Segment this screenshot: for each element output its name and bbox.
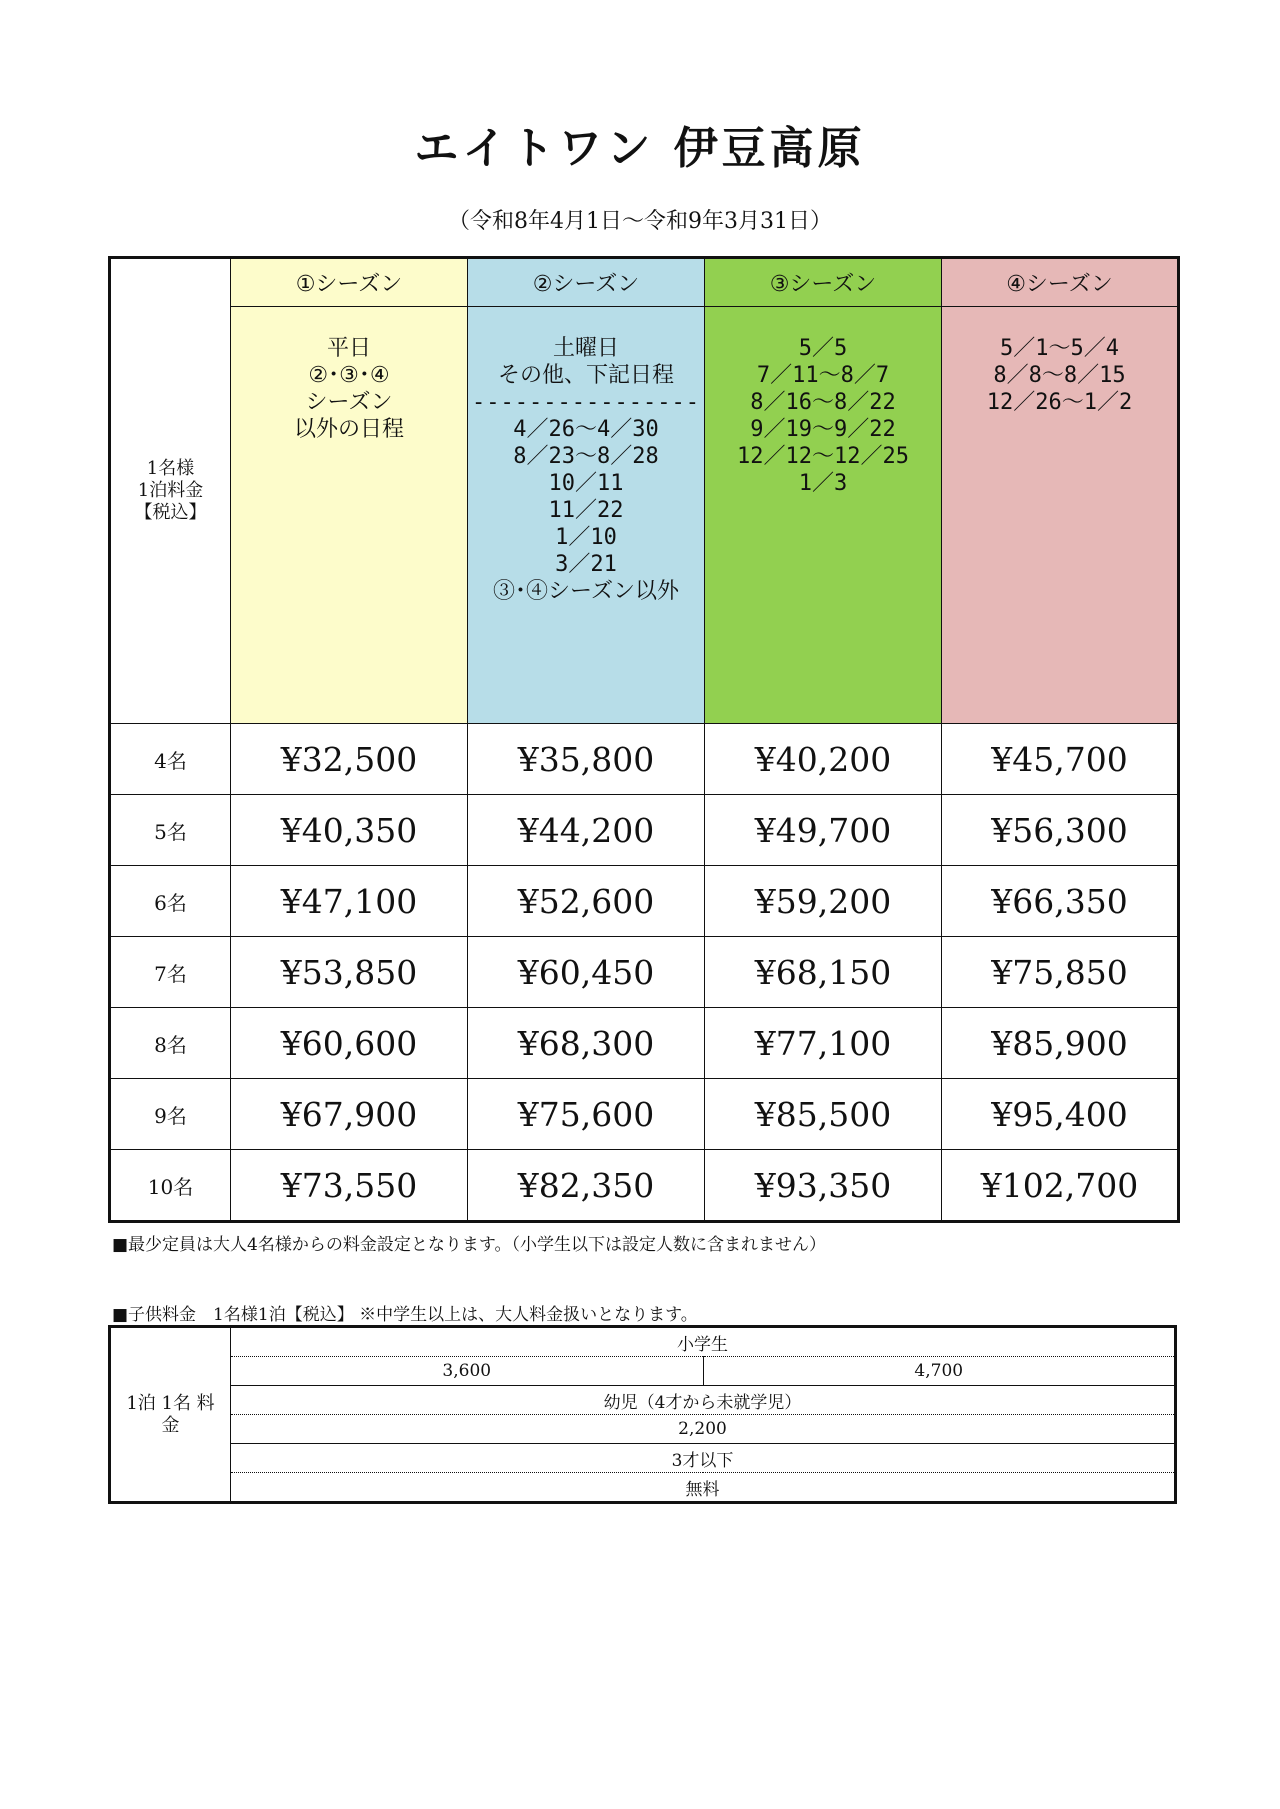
date-line: 5／1～5／4 [1000,336,1119,361]
date-separator: ---------------- [472,390,700,415]
people-count: 7名 [110,937,231,1008]
child-row [110,1327,1176,1357]
price-cell: ¥35,800 [468,724,705,795]
price-cell: ¥32,500 [231,724,468,795]
people-count: 8名 [110,1008,231,1079]
price-row [110,1079,1179,1150]
price-cell: ¥60,600 [231,1008,468,1079]
elementary-label: 小学生 [231,1327,1176,1357]
date-line: 土曜日 [552,336,619,361]
price-cell: ¥59,200 [705,866,942,937]
season-header-row [110,258,1179,307]
price-cell: ¥60,450 [468,937,705,1008]
date-line: 7／11～8／7 [756,363,890,388]
price-cell: ¥49,700 [705,795,942,866]
price-row [110,1008,1179,1079]
child-row [110,1473,1176,1503]
date-line: 4／26～4／30 [513,417,659,442]
price-cell: ¥45,700 [942,724,1179,795]
price-cell: ¥56,300 [942,795,1179,866]
child-row [110,1357,1176,1386]
price-row [110,937,1179,1008]
toddler-price: 無料 [685,1479,720,1500]
date-line: 9／19～9／22 [750,417,896,442]
child-row-label [110,1327,231,1503]
child-row [110,1444,1176,1473]
price-cell: ¥75,850 [942,937,1179,1008]
price-cell: ¥75,600 [468,1079,705,1150]
price-cell: ¥82,350 [468,1150,705,1222]
price-cell: ¥66,350 [942,866,1179,937]
date-line: 12／26～1／2 [986,390,1133,415]
price-table [108,256,1180,1223]
people-count: 5名 [110,795,231,866]
date-line: ③･④シーズン以外 [493,579,679,604]
date-line: シーズン [305,390,393,415]
row-label-line: 【税込】 [134,502,207,523]
price-cell: ¥95,400 [942,1079,1179,1150]
date-line: 1／10 [555,525,617,550]
season-dates-row [110,307,1179,724]
people-count: 9名 [110,1079,231,1150]
child-row [110,1415,1176,1444]
price-cell: ¥47,100 [231,866,468,937]
validity-period: （令和8年4月1日～令和9年3月31日） [448,209,832,234]
row-label-cell [110,258,231,724]
row-label-line: 1泊料金 [137,480,204,501]
season-3-dates [705,307,942,724]
price-cell: ¥53,850 [231,937,468,1008]
season-2-dates [468,307,705,724]
season-2-header: ②シーズン [468,258,705,307]
price-cell: ¥93,350 [705,1150,942,1222]
row-label-line: 1名様 [146,458,195,479]
date-line: その他、下記日程 [497,363,674,388]
child-price-table [108,1325,1177,1504]
season-4-header: ④シーズン [942,258,1179,307]
season-1-dates [231,307,468,724]
price-row [110,795,1179,866]
date-line: ②･③･④ [308,363,390,388]
child-row [110,1386,1176,1415]
date-line: 10／11 [548,471,624,496]
page-title: エイトワン 伊豆高原 [414,123,866,174]
season-3-header: ③シーズン [705,258,942,307]
price-cell: ¥40,200 [705,724,942,795]
date-line: 平日 [326,336,371,361]
price-row [110,1150,1179,1222]
price-cell: ¥68,150 [705,937,942,1008]
child-label-line: 1泊 1名 料 [126,1392,215,1414]
price-cell: ¥52,600 [468,866,705,937]
toddler-label: 3才以下 [231,1444,1176,1473]
price-cell: ¥68,300 [468,1008,705,1079]
child-price-note: ■子供料金 1名様1泊【税込】 ※中学生以上は、大人料金扱いとなります。 [112,1305,698,1325]
price-row [110,866,1179,937]
season-1-header: ①シーズン [231,258,468,307]
people-count: 4名 [110,724,231,795]
date-line: 1／3 [798,471,848,496]
date-line: 11／22 [548,498,624,523]
date-line: 8／8～8／15 [993,363,1126,388]
date-line: 以外の日程 [293,417,404,442]
price-cell: ¥77,100 [705,1008,942,1079]
price-cell: ¥85,500 [705,1079,942,1150]
infant-label: 幼児（4才から未就学児） [231,1386,1176,1415]
infant-price: 2,200 [231,1415,1176,1444]
people-count: 6名 [110,866,231,937]
elementary-price: 3,600 [231,1357,704,1386]
price-cell: ¥102,700 [942,1150,1179,1222]
price-cell: ¥67,900 [231,1079,468,1150]
date-line: 12／12～12／25 [737,444,909,469]
date-line: 8／23～8／28 [513,444,659,469]
price-cell: ¥40,350 [231,795,468,866]
price-cell: ¥85,900 [942,1008,1179,1079]
date-line: 5／5 [798,336,848,361]
price-row [110,724,1179,795]
people-count: 10名 [110,1150,231,1222]
season-4-dates [942,307,1179,724]
price-cell: ¥44,200 [468,795,705,866]
date-line: 3／21 [555,552,617,577]
price-cell: ¥73,550 [231,1150,468,1222]
elementary-price: 4,700 [703,1357,1176,1386]
minimum-occupancy-note: ■最少定員は大人4名様からの料金設定となります。（小学生以下は設定人数に含まれません） [112,1235,827,1255]
child-label-line: 金 [161,1414,180,1436]
date-line: 8／16～8／22 [750,390,896,415]
